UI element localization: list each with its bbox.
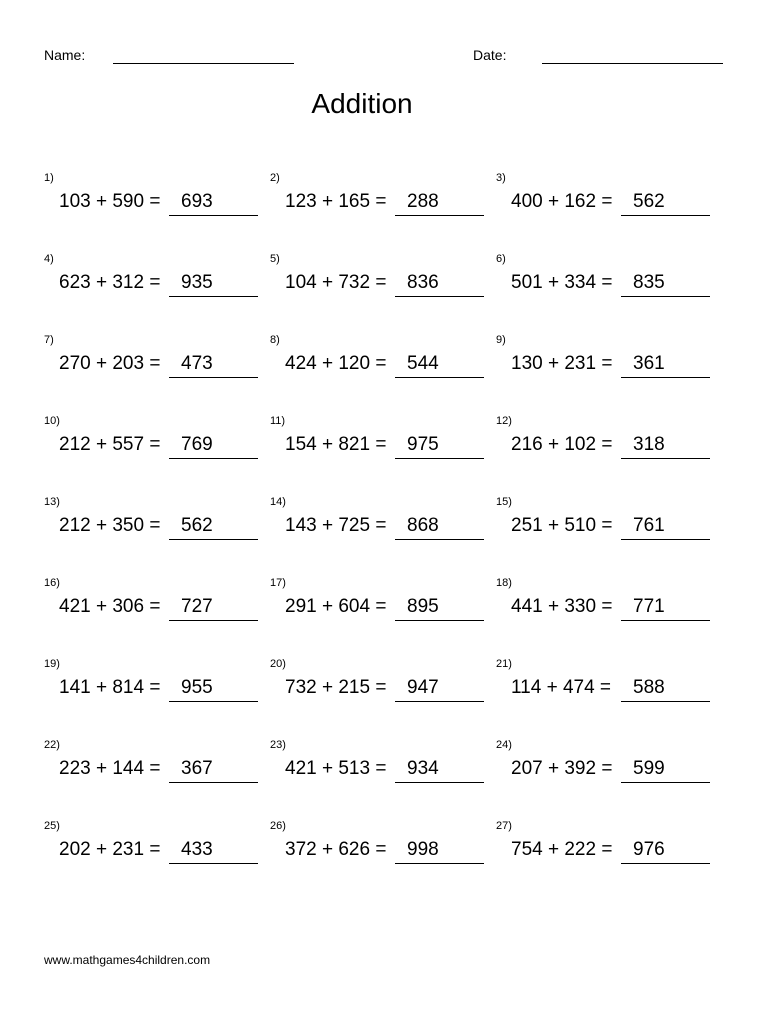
problem-answer: 727 <box>181 596 213 617</box>
problem-item <box>270 577 490 637</box>
answer-line[interactable] <box>169 377 258 378</box>
problem-item <box>496 415 716 475</box>
problem-expression: 130 + 231 = <box>511 353 613 374</box>
problem-number: 19) <box>44 658 60 670</box>
problem-answer: 868 <box>407 515 439 536</box>
date-field-line[interactable] <box>542 63 723 64</box>
answer-line[interactable] <box>169 296 258 297</box>
problem-expression: 754 + 222 = <box>511 839 613 860</box>
problem-item <box>496 739 716 799</box>
problem-answer: 318 <box>633 434 665 455</box>
problem-expression: 207 + 392 = <box>511 758 613 779</box>
problem-number: 9) <box>496 334 506 346</box>
problem-number: 8) <box>270 334 280 346</box>
answer-line[interactable] <box>169 620 258 621</box>
answer-line[interactable] <box>395 296 484 297</box>
problem-item <box>44 496 264 556</box>
problem-expression: 212 + 557 = <box>59 434 161 455</box>
name-label: Name: <box>44 47 86 63</box>
answer-line[interactable] <box>395 539 484 540</box>
answer-line[interactable] <box>395 782 484 783</box>
problem-number: 5) <box>270 253 280 265</box>
problem-answer: 836 <box>407 272 439 293</box>
name-field-line[interactable] <box>113 63 294 64</box>
problem-number: 10) <box>44 415 60 427</box>
problem-number: 27) <box>496 820 512 832</box>
problem-item <box>496 172 716 232</box>
problem-expression: 732 + 215 = <box>285 677 387 698</box>
problem-number: 7) <box>44 334 54 346</box>
problem-expression: 441 + 330 = <box>511 596 613 617</box>
problem-answer: 599 <box>633 758 665 779</box>
problem-answer: 835 <box>633 272 665 293</box>
problem-item <box>496 820 716 880</box>
problem-item <box>270 334 490 394</box>
problem-number: 13) <box>44 496 60 508</box>
problem-expression: 154 + 821 = <box>285 434 387 455</box>
problem-answer: 473 <box>181 353 213 374</box>
problem-expression: 141 + 814 = <box>59 677 161 698</box>
answer-line[interactable] <box>395 458 484 459</box>
answer-line[interactable] <box>621 620 710 621</box>
problem-number: 22) <box>44 739 60 751</box>
problem-item <box>496 253 716 313</box>
answer-line[interactable] <box>621 701 710 702</box>
problem-answer: 771 <box>633 596 665 617</box>
answer-line[interactable] <box>395 215 484 216</box>
answer-line[interactable] <box>169 215 258 216</box>
problem-item <box>44 172 264 232</box>
problem-answer: 562 <box>633 191 665 212</box>
problem-item <box>44 577 264 637</box>
problem-expression: 270 + 203 = <box>59 353 161 374</box>
problem-expression: 421 + 306 = <box>59 596 161 617</box>
problem-expression: 291 + 604 = <box>285 596 387 617</box>
problem-number: 1) <box>44 172 54 184</box>
problem-answer: 769 <box>181 434 213 455</box>
problem-answer: 934 <box>407 758 439 779</box>
answer-line[interactable] <box>395 863 484 864</box>
problem-number: 23) <box>270 739 286 751</box>
problem-number: 18) <box>496 577 512 589</box>
problem-answer: 975 <box>407 434 439 455</box>
problem-expression: 216 + 102 = <box>511 434 613 455</box>
problem-number: 20) <box>270 658 286 670</box>
answer-line[interactable] <box>169 539 258 540</box>
problem-expression: 623 + 312 = <box>59 272 161 293</box>
problem-expression: 223 + 144 = <box>59 758 161 779</box>
problem-item <box>44 334 264 394</box>
problem-answer: 562 <box>181 515 213 536</box>
problem-item <box>270 415 490 475</box>
problem-expression: 143 + 725 = <box>285 515 387 536</box>
problem-item <box>44 658 264 718</box>
answer-line[interactable] <box>621 377 710 378</box>
problem-item <box>270 739 490 799</box>
problem-number: 12) <box>496 415 512 427</box>
problem-item <box>270 172 490 232</box>
problem-expression: 501 + 334 = <box>511 272 613 293</box>
problem-expression: 372 + 626 = <box>285 839 387 860</box>
problem-answer: 433 <box>181 839 213 860</box>
problem-number: 17) <box>270 577 286 589</box>
problem-number: 16) <box>44 577 60 589</box>
problem-expression: 104 + 732 = <box>285 272 387 293</box>
problem-expression: 424 + 120 = <box>285 353 387 374</box>
answer-line[interactable] <box>395 377 484 378</box>
problem-number: 11) <box>270 415 286 427</box>
problem-item <box>270 496 490 556</box>
problem-item <box>270 253 490 313</box>
problem-expression: 251 + 510 = <box>511 515 613 536</box>
problem-number: 6) <box>496 253 506 265</box>
problem-number: 4) <box>44 253 54 265</box>
problem-expression: 421 + 513 = <box>285 758 387 779</box>
answer-line[interactable] <box>169 863 258 864</box>
answer-line[interactable] <box>169 701 258 702</box>
problem-answer: 288 <box>407 191 439 212</box>
answer-line[interactable] <box>621 296 710 297</box>
answer-line[interactable] <box>621 458 710 459</box>
problem-answer: 947 <box>407 677 439 698</box>
answer-line[interactable] <box>621 782 710 783</box>
problem-number: 14) <box>270 496 286 508</box>
problem-item <box>270 658 490 718</box>
answer-line[interactable] <box>621 215 710 216</box>
problem-answer: 955 <box>181 677 213 698</box>
problem-item <box>44 820 264 880</box>
page-title: Addition <box>311 88 413 119</box>
problem-answer: 588 <box>633 677 665 698</box>
problem-expression: 114 + 474 = <box>511 677 612 698</box>
problem-answer: 895 <box>407 596 439 617</box>
problem-item <box>44 253 264 313</box>
answer-line[interactable] <box>621 863 710 864</box>
answer-line[interactable] <box>621 539 710 540</box>
answer-line[interactable] <box>169 782 258 783</box>
problem-answer: 935 <box>181 272 213 293</box>
problem-answer: 761 <box>633 515 665 536</box>
problem-answer: 367 <box>181 758 213 779</box>
problem-answer: 693 <box>181 191 213 212</box>
footer-website: www.mathgames4children.com <box>44 953 211 967</box>
problem-expression: 212 + 350 = <box>59 515 161 536</box>
problem-expression: 202 + 231 = <box>59 839 161 860</box>
problem-item <box>270 820 490 880</box>
problem-number: 24) <box>496 739 512 751</box>
problem-number: 26) <box>270 820 286 832</box>
problem-item <box>496 334 716 394</box>
problem-item <box>496 658 716 718</box>
problem-number: 25) <box>44 820 60 832</box>
problem-item <box>496 496 716 556</box>
problem-item <box>44 739 264 799</box>
problem-number: 2) <box>270 172 280 184</box>
problem-number: 15) <box>496 496 512 508</box>
problem-item <box>496 577 716 637</box>
problem-answer: 998 <box>407 839 439 860</box>
problem-number: 3) <box>496 172 506 184</box>
date-label: Date: <box>473 47 507 63</box>
problem-answer: 976 <box>633 839 665 860</box>
problem-expression: 400 + 162 = <box>511 191 613 212</box>
problem-number: 21) <box>496 658 512 670</box>
answer-line[interactable] <box>169 458 258 459</box>
problem-expression: 103 + 590 = <box>59 191 161 212</box>
answer-line[interactable] <box>395 701 484 702</box>
problem-expression: 123 + 165 = <box>285 191 387 212</box>
answer-line[interactable] <box>395 620 484 621</box>
problem-answer: 544 <box>407 353 439 374</box>
problem-answer: 361 <box>633 353 665 374</box>
problem-item <box>44 415 264 475</box>
